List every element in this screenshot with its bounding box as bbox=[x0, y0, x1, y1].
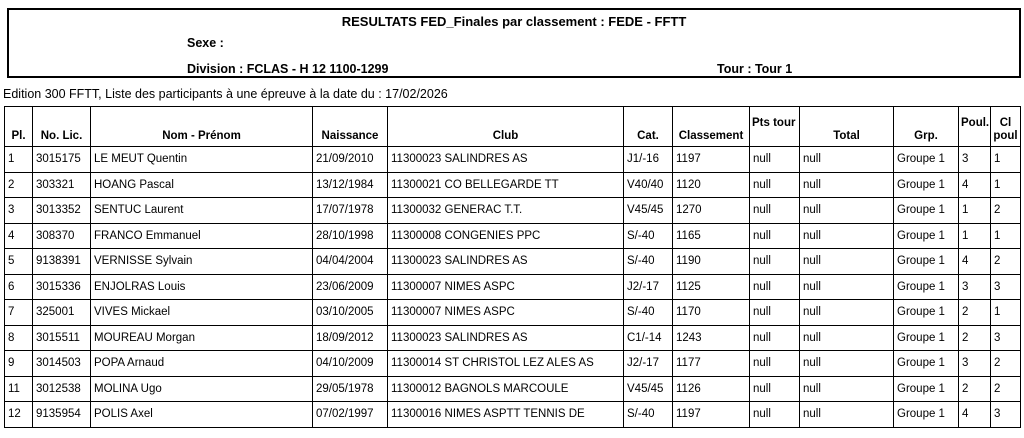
cell-pts-tour: null bbox=[750, 249, 800, 275]
cell-poul: 4 bbox=[959, 172, 991, 198]
cell-naissance: 23/06/2009 bbox=[313, 274, 388, 300]
cell-cl-poul: 1 bbox=[991, 300, 1021, 326]
cell-cat: S/-40 bbox=[624, 223, 673, 249]
table-header-row bbox=[5, 107, 1021, 147]
cell-naissance: 04/04/2004 bbox=[313, 249, 388, 275]
report-header-box bbox=[7, 8, 1021, 78]
cell-classement: 1170 bbox=[673, 300, 750, 326]
cell-naissance: 07/02/1997 bbox=[313, 402, 388, 428]
cell-classement: 1243 bbox=[673, 325, 750, 351]
cell-pl: 6 bbox=[5, 274, 33, 300]
cell-no-lic: 308370 bbox=[33, 223, 91, 249]
col-header-cat: Cat. bbox=[624, 107, 673, 147]
cell-naissance: 21/09/2010 bbox=[313, 147, 388, 173]
cell-nom-prenom: FRANCO Emmanuel bbox=[91, 223, 313, 249]
cell-grp: Groupe 1 bbox=[894, 274, 959, 300]
cell-pts-tour: null bbox=[750, 376, 800, 402]
cell-grp: Groupe 1 bbox=[894, 198, 959, 224]
col-header-grp: Grp. bbox=[894, 107, 959, 147]
cell-nom-prenom: SENTUC Laurent bbox=[91, 198, 313, 224]
cell-poul: 2 bbox=[959, 300, 991, 326]
cell-total: null bbox=[800, 223, 894, 249]
cell-nom-prenom: ENJOLRAS Louis bbox=[91, 274, 313, 300]
cell-no-lic: 3012538 bbox=[33, 376, 91, 402]
cell-no-lic: 325001 bbox=[33, 300, 91, 326]
cell-total: null bbox=[800, 351, 894, 377]
table-row bbox=[5, 274, 1021, 300]
cell-pl: 3 bbox=[5, 198, 33, 224]
cell-classement: 1270 bbox=[673, 198, 750, 224]
cell-naissance: 28/10/1998 bbox=[313, 223, 388, 249]
cell-total: null bbox=[800, 147, 894, 173]
cell-no-lic: 3015511 bbox=[33, 325, 91, 351]
cell-pts-tour: null bbox=[750, 223, 800, 249]
cell-grp: Groupe 1 bbox=[894, 376, 959, 402]
cell-nom-prenom: VERNISSE Sylvain bbox=[91, 249, 313, 275]
col-header-nom-prenom: Nom - Prénom bbox=[91, 107, 313, 147]
cell-cl-poul: 1 bbox=[991, 172, 1021, 198]
cell-classement: 1197 bbox=[673, 402, 750, 428]
report-title: RESULTATS FED_Finales par classement : FEDE - FFTT bbox=[341, 14, 687, 29]
cell-classement: 1165 bbox=[673, 223, 750, 249]
cell-nom-prenom: HOANG Pascal bbox=[91, 172, 313, 198]
cell-club: 11300014 ST CHRISTOL LEZ ALES AS bbox=[388, 351, 624, 377]
cell-classement: 1197 bbox=[673, 147, 750, 173]
cell-nom-prenom: MOUREAU Morgan bbox=[91, 325, 313, 351]
cell-classement: 1177 bbox=[673, 351, 750, 377]
sexe-label: Sexe : bbox=[187, 36, 224, 50]
cell-grp: Groupe 1 bbox=[894, 351, 959, 377]
cell-pts-tour: null bbox=[750, 402, 800, 428]
cell-club: 11300007 NIMES ASPC bbox=[388, 300, 624, 326]
cell-grp: Groupe 1 bbox=[894, 300, 959, 326]
cell-poul: 3 bbox=[959, 351, 991, 377]
cell-cl-poul: 2 bbox=[991, 351, 1021, 377]
cell-poul: 4 bbox=[959, 249, 991, 275]
cell-naissance: 04/10/2009 bbox=[313, 351, 388, 377]
col-header-cl-poul: Cl poul bbox=[991, 107, 1021, 147]
cell-cat: C1/-14 bbox=[624, 325, 673, 351]
cell-total: null bbox=[800, 249, 894, 275]
cell-club: 11300023 SALINDRES AS bbox=[388, 249, 624, 275]
cell-club: 11300032 GENERAC T.T. bbox=[388, 198, 624, 224]
cell-total: null bbox=[800, 274, 894, 300]
division-label: Division : FCLAS - H 12 1100-1299 bbox=[187, 62, 389, 76]
cell-poul: 1 bbox=[959, 223, 991, 249]
cell-no-lic: 3014503 bbox=[33, 351, 91, 377]
cell-grp: Groupe 1 bbox=[894, 402, 959, 428]
cell-pts-tour: null bbox=[750, 351, 800, 377]
cell-total: null bbox=[800, 402, 894, 428]
table-row bbox=[5, 198, 1021, 224]
cell-club: 11300008 CONGENIES PPC bbox=[388, 223, 624, 249]
cell-cat: J2/-17 bbox=[624, 274, 673, 300]
cell-grp: Groupe 1 bbox=[894, 249, 959, 275]
cell-club: 11300021 CO BELLEGARDE TT bbox=[388, 172, 624, 198]
edition-line: Edition 300 FFTT, Liste des participants à une épreuve à la date du : 17/02/2026 bbox=[3, 87, 448, 101]
cell-pl: 12 bbox=[5, 402, 33, 428]
col-header-pts-tour: Pts tour bbox=[750, 107, 800, 147]
table-row bbox=[5, 351, 1021, 377]
cell-cl-poul: 2 bbox=[991, 376, 1021, 402]
cell-pl: 9 bbox=[5, 351, 33, 377]
cell-club: 11300007 NIMES ASPC bbox=[388, 274, 624, 300]
cell-no-lic: 3015175 bbox=[33, 147, 91, 173]
cell-no-lic: 9138391 bbox=[33, 249, 91, 275]
cell-cat: V45/45 bbox=[624, 376, 673, 402]
cell-total: null bbox=[800, 198, 894, 224]
col-header-no-lic: No. Lic. bbox=[33, 107, 91, 147]
col-header-total: Total bbox=[800, 107, 894, 147]
cell-nom-prenom: MOLINA Ugo bbox=[91, 376, 313, 402]
cell-no-lic: 9135954 bbox=[33, 402, 91, 428]
cell-poul: 4 bbox=[959, 402, 991, 428]
cell-cat: S/-40 bbox=[624, 300, 673, 326]
cell-poul: 2 bbox=[959, 325, 991, 351]
col-header-club: Club bbox=[388, 107, 624, 147]
results-table bbox=[4, 106, 1021, 428]
table-row bbox=[5, 300, 1021, 326]
table-row bbox=[5, 376, 1021, 402]
table-row bbox=[5, 223, 1021, 249]
col-header-pl: Pl. bbox=[5, 107, 33, 147]
cell-pl: 5 bbox=[5, 249, 33, 275]
cell-pts-tour: null bbox=[750, 147, 800, 173]
cell-cat: S/-40 bbox=[624, 402, 673, 428]
table-row bbox=[5, 249, 1021, 275]
cell-poul: 2 bbox=[959, 376, 991, 402]
cell-nom-prenom: POLIS Axel bbox=[91, 402, 313, 428]
table-body bbox=[5, 147, 1021, 428]
cell-poul: 3 bbox=[959, 147, 991, 173]
cell-no-lic: 3013352 bbox=[33, 198, 91, 224]
tour-label: Tour : Tour 1 bbox=[717, 62, 793, 76]
cell-pts-tour: null bbox=[750, 325, 800, 351]
col-header-naissance: Naissance bbox=[313, 107, 388, 147]
cell-nom-prenom: VIVES Mickael bbox=[91, 300, 313, 326]
cell-pts-tour: null bbox=[750, 274, 800, 300]
col-header-classement: Classement bbox=[673, 107, 750, 147]
cell-pl: 7 bbox=[5, 300, 33, 326]
cell-cl-poul: 3 bbox=[991, 402, 1021, 428]
cell-naissance: 03/10/2005 bbox=[313, 300, 388, 326]
cell-cat: V40/40 bbox=[624, 172, 673, 198]
cell-grp: Groupe 1 bbox=[894, 325, 959, 351]
cell-club: 11300023 SALINDRES AS bbox=[388, 325, 624, 351]
table-row bbox=[5, 402, 1021, 428]
cell-club: 11300023 SALINDRES AS bbox=[388, 147, 624, 173]
cell-pts-tour: null bbox=[750, 172, 800, 198]
cell-cat: S/-40 bbox=[624, 249, 673, 275]
cell-naissance: 29/05/1978 bbox=[313, 376, 388, 402]
cell-grp: Groupe 1 bbox=[894, 147, 959, 173]
cell-cat: J1/-16 bbox=[624, 147, 673, 173]
cell-classement: 1120 bbox=[673, 172, 750, 198]
cell-cl-poul: 2 bbox=[991, 249, 1021, 275]
cell-classement: 1125 bbox=[673, 274, 750, 300]
cell-poul: 1 bbox=[959, 198, 991, 224]
cell-total: null bbox=[800, 172, 894, 198]
cell-pts-tour: null bbox=[750, 300, 800, 326]
cell-cl-poul: 3 bbox=[991, 325, 1021, 351]
cell-naissance: 18/09/2012 bbox=[313, 325, 388, 351]
cell-club: 11300016 NIMES ASPTT TENNIS DE bbox=[388, 402, 624, 428]
cell-no-lic: 303321 bbox=[33, 172, 91, 198]
cell-cl-poul: 2 bbox=[991, 198, 1021, 224]
cell-pts-tour: null bbox=[750, 198, 800, 224]
cell-naissance: 13/12/1984 bbox=[313, 172, 388, 198]
cell-pl: 4 bbox=[5, 223, 33, 249]
cell-cl-poul: 1 bbox=[991, 223, 1021, 249]
cell-grp: Groupe 1 bbox=[894, 223, 959, 249]
cell-pl: 8 bbox=[5, 325, 33, 351]
cell-pl: 2 bbox=[5, 172, 33, 198]
cell-total: null bbox=[800, 300, 894, 326]
table-row bbox=[5, 147, 1021, 173]
cell-total: null bbox=[800, 325, 894, 351]
cell-cl-poul: 3 bbox=[991, 274, 1021, 300]
cell-pl: 11 bbox=[5, 376, 33, 402]
cell-cat: J2/-17 bbox=[624, 351, 673, 377]
cell-cat: V45/45 bbox=[624, 198, 673, 224]
cell-nom-prenom: LE MEUT Quentin bbox=[91, 147, 313, 173]
cell-classement: 1190 bbox=[673, 249, 750, 275]
col-header-poul: Poul. bbox=[959, 107, 991, 147]
cell-no-lic: 3015336 bbox=[33, 274, 91, 300]
table-row bbox=[5, 325, 1021, 351]
cell-nom-prenom: POPA Arnaud bbox=[91, 351, 313, 377]
cell-cl-poul: 1 bbox=[991, 147, 1021, 173]
cell-total: null bbox=[800, 376, 894, 402]
cell-classement: 1126 bbox=[673, 376, 750, 402]
cell-poul: 3 bbox=[959, 274, 991, 300]
cell-pl: 1 bbox=[5, 147, 33, 173]
cell-grp: Groupe 1 bbox=[894, 172, 959, 198]
cell-naissance: 17/07/1978 bbox=[313, 198, 388, 224]
cell-club: 11300012 BAGNOLS MARCOULE bbox=[388, 376, 624, 402]
table-row bbox=[5, 172, 1021, 198]
